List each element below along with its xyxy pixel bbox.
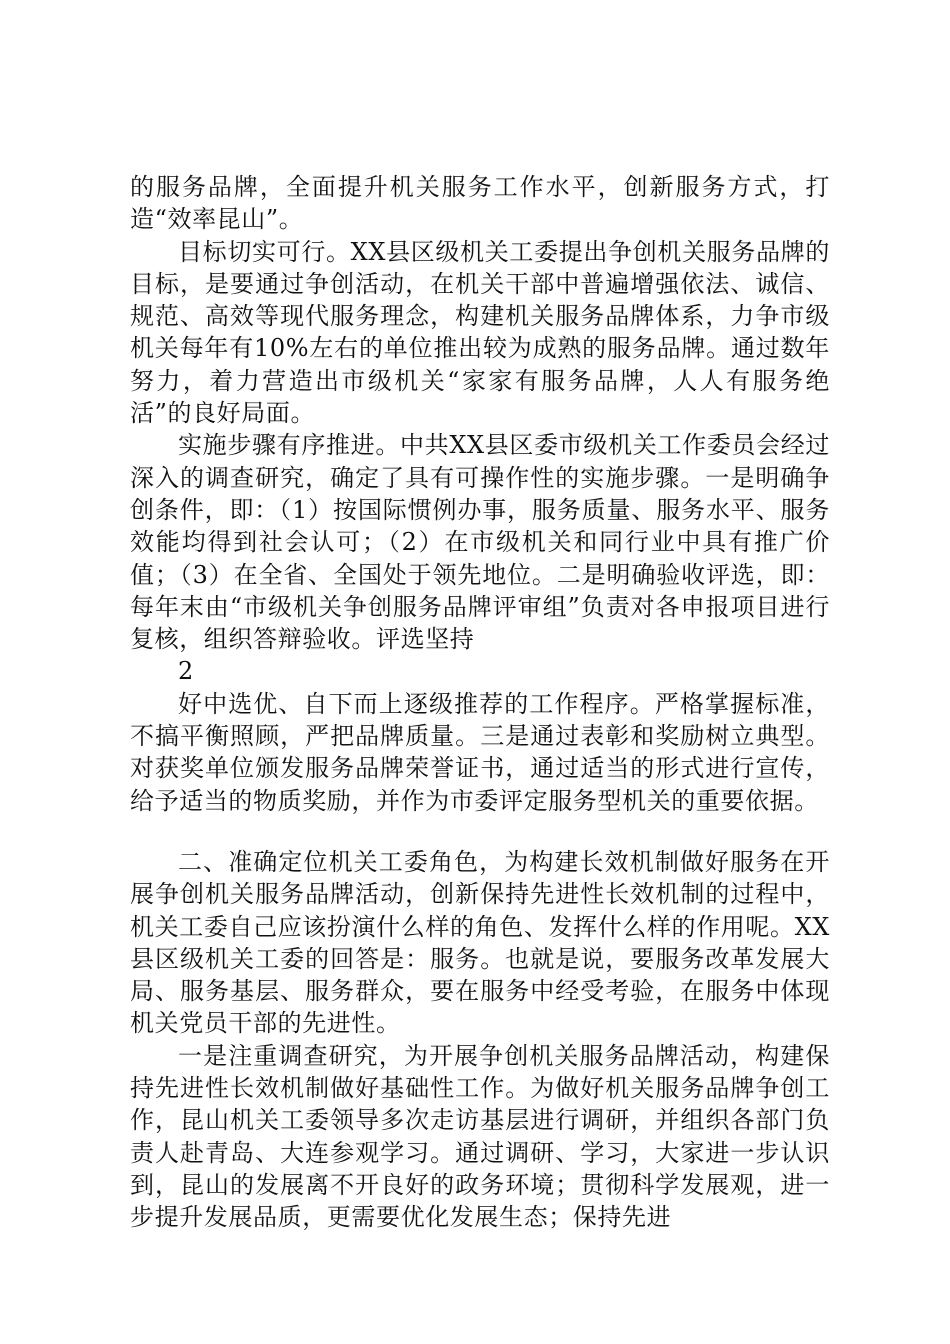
paragraph-continuation: 的服务品牌，全面提升机关服务工作水平，创新服务方式，打造“效率昆山”。 (130, 173, 830, 234)
paragraph-research: 一是注重调查研究，为开展争创机关服务品牌活动，构建保持先进性长效机制做好基础性工作。为做好机关服务品牌争创工作，昆山机关工委领导多次走访基层进行调研，并组织各部门负责人赴青岛、大连参观学习。通过调研、学习，大家进一步认识到，昆山的发展离不开良好的政务环境；贯彻科学发展观，进一步提升发展品质，更需要优化发展生态；保持先进 (130, 1041, 830, 1232)
paragraph-selection: 好中选优、自下而上逐级推荐的工作程序。严格掌握标准，不搞平衡照顾，严把品牌质量。三是通过表彰和奖励树立典型。对获奖单位颁发服务品牌荣誉证书，通过适当的形式进行宣传，给予适当的物质奖励，并作为市委评定服务型机关的重要依据。 (130, 689, 830, 815)
body-text (130, 171, 830, 1234)
paragraph-gap (130, 817, 830, 846)
page-number: 2 (178, 657, 194, 686)
paragraph-section-two: 二、准确定位机关工委角色，为构建长效机制做好服务在开展争创机关服务品牌活动，创新保持先进性长效机制的过程中，机关工委自己应该扮演什么样的角色、发挥什么样的作用呢。XX县区级机关工委的回答是：服务。也就是说，要服务改革发展大局、服务基层、服务群众，要在服务中经受考验，在服务中体现机关党员干部的先进性。 (130, 847, 830, 1038)
paragraph-implementation-steps: 实施步骤有序推进。中共XX县区委市级机关工作委员会经过深入的调查研究，确定了具有可操作性的实施步骤。一是明确争创条件，即：（1）按国际惯例办事，服务质量、服务水平、服务效能均得到社会认可；（2）在市级机关和同行业中具有推广价值；（3）在全省、全国处于领先地位。二是明确验收评选，即：每年末由“市级机关争创服务品牌评审组”负责对各申报项目进行复核，组织答辩验收。评选坚持 (130, 431, 830, 654)
paragraph-goal: 目标切实可行。XX县区级机关工委提出争创机关服务品牌的目标，是要通过争创活动，在机关干部中普遍增强依法、诚信、规范、高效等现代服务理念，构建机关服务品牌体系，力争市级机关每年有10%左右的单位推出较为成熟的服务品牌。通过数年努力，着力营造出市级机关“家家有服务品牌，人人有服务绝活”的良好局面。 (130, 237, 830, 428)
